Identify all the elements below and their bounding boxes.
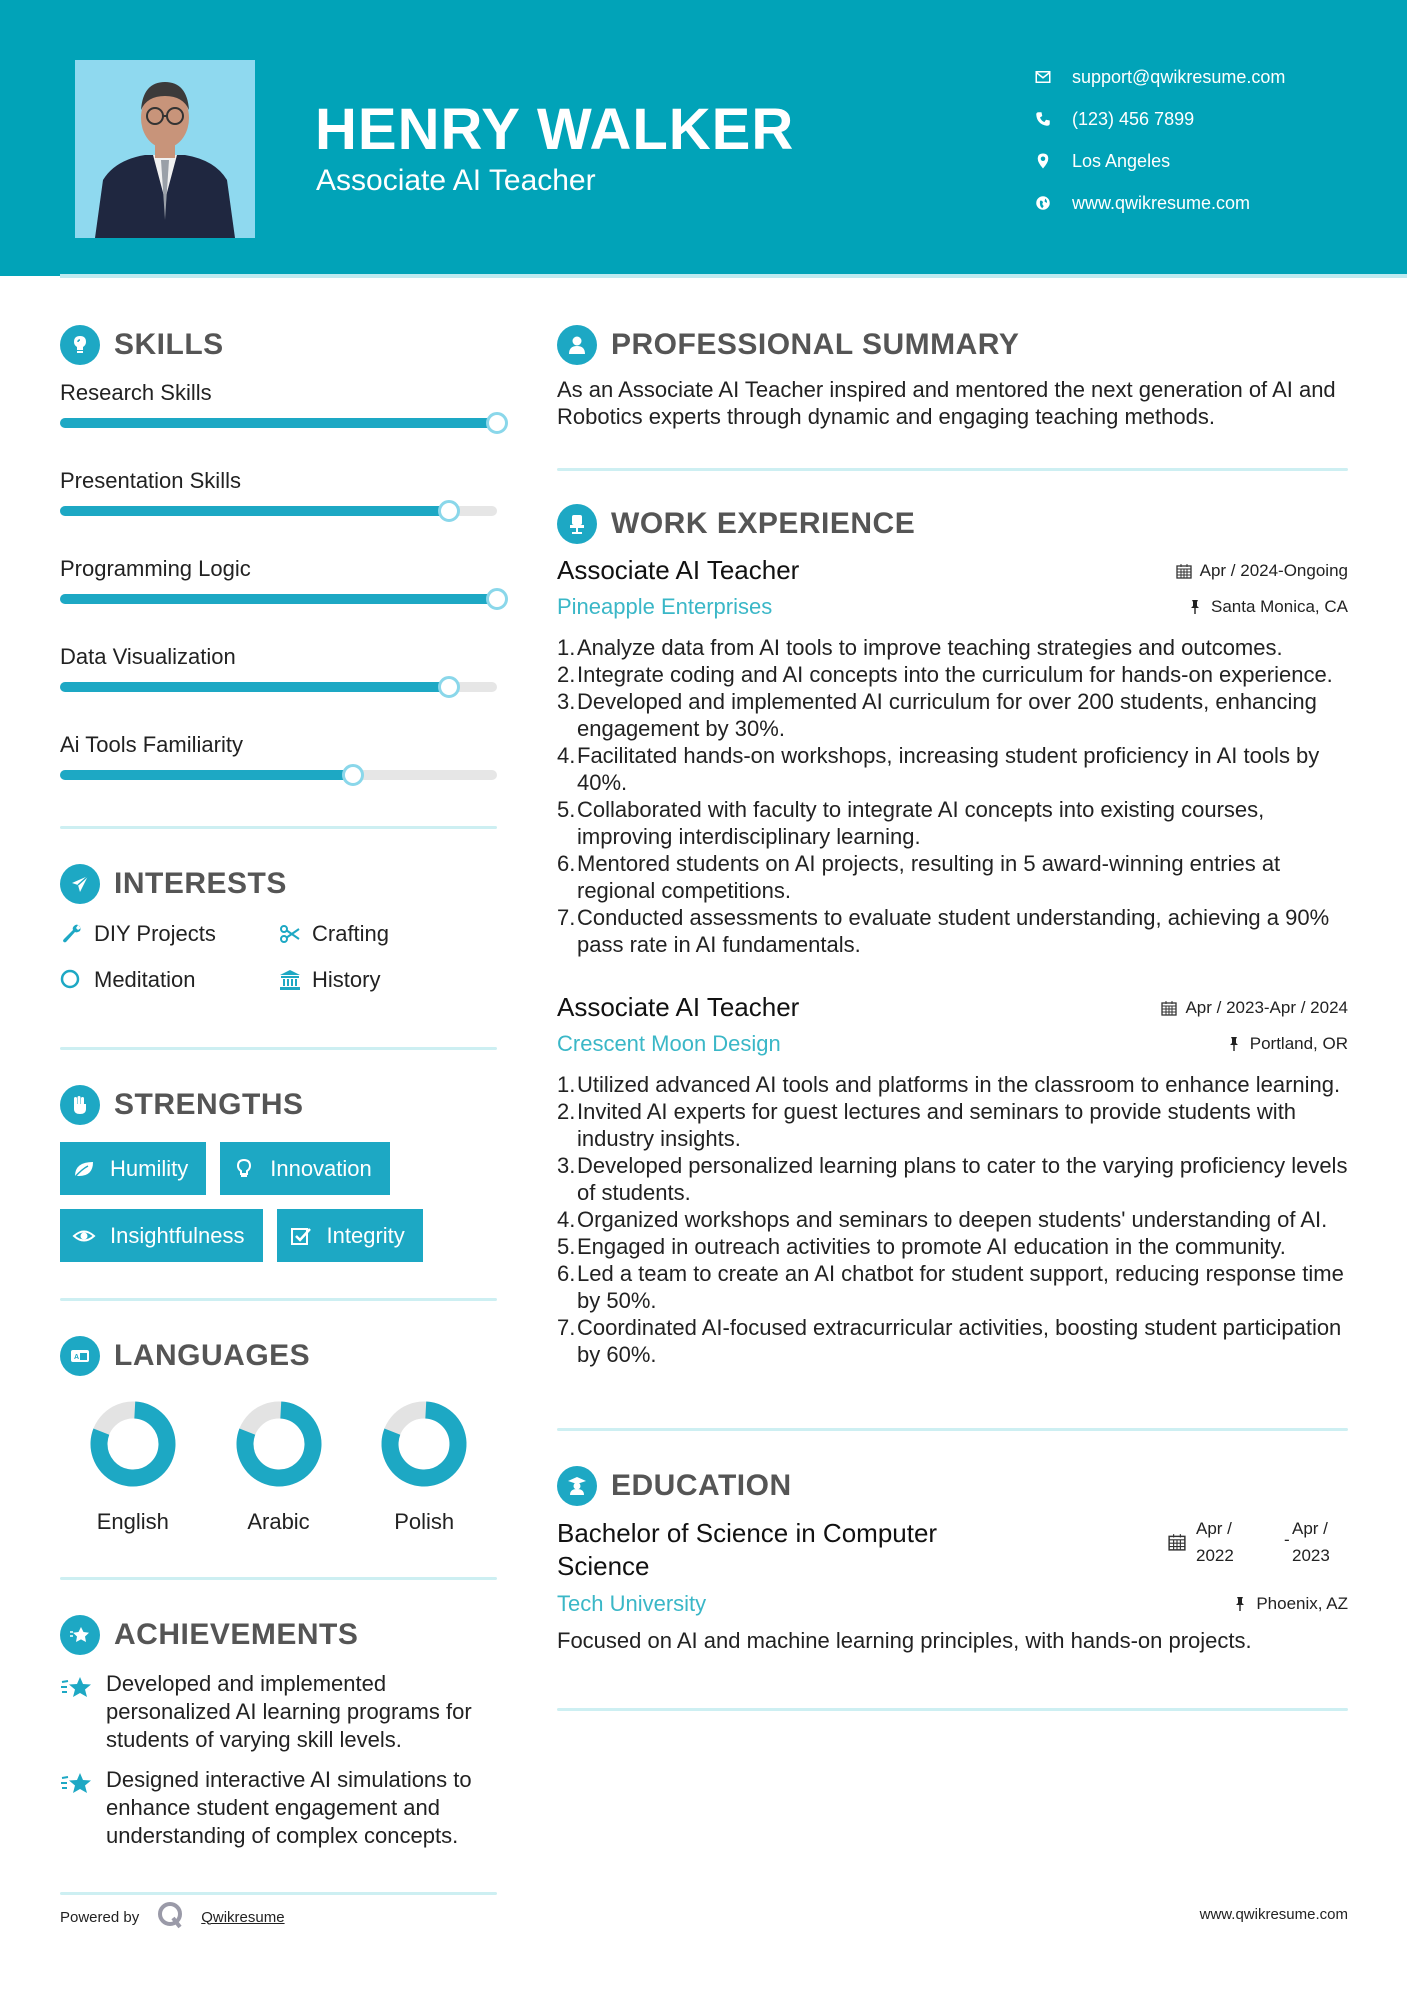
section-divider xyxy=(60,1577,497,1580)
section-divider xyxy=(60,1892,497,1895)
strength-tag xyxy=(277,1209,423,1262)
bullet-item: 1. Utilized advanced AI tools and platforms in the classroom to enhance learning. xyxy=(557,1072,1341,1097)
skill-bar xyxy=(60,770,497,780)
job-subheader xyxy=(557,594,1348,620)
office-chair-icon xyxy=(557,504,597,544)
bullet-item: 6. Led a team to create an AI chatbot for student support, reducing response time by 50%. xyxy=(557,1261,1344,1313)
interest-label: Meditation xyxy=(94,967,196,992)
summary-title: PROFESSIONAL SUMMARY xyxy=(611,328,1020,361)
skill-bar-knob xyxy=(342,764,364,786)
skill-bar-knob xyxy=(486,412,508,434)
achievements-heading xyxy=(60,1610,497,1660)
contact-location-text: Los Angeles xyxy=(1072,150,1171,171)
interest-item xyxy=(278,917,496,951)
job-location xyxy=(1226,1034,1348,1054)
bullet-item: 4. Organized workshops and seminars to deepen students' understanding of AI. xyxy=(557,1207,1328,1232)
candidate-name: HENRY WALKER xyxy=(315,97,795,162)
bullet-item: 7. Coordinated AI-focused extracurricular activities, boosting student participation by 60%. xyxy=(557,1315,1342,1367)
section-divider xyxy=(557,1428,1348,1431)
contact-phone-text: (123) 456 7899 xyxy=(1072,108,1195,129)
map-marker-icon xyxy=(1034,152,1072,170)
language-name: Arabic xyxy=(247,1509,310,1534)
education-subheader xyxy=(557,1591,1348,1617)
experience-heading xyxy=(557,499,1348,549)
strength-tag xyxy=(60,1209,263,1262)
education-end-year: 2023 xyxy=(1292,1546,1330,1565)
skill-bar-knob xyxy=(486,588,508,610)
achievements-title: ACHIEVEMENTS xyxy=(114,1618,359,1651)
summary-text: As an Associate AI Teacher inspired and mentored the next generation of AI and Robotics experts through dynamic and engaging teaching methods. xyxy=(557,377,1336,429)
interest-item xyxy=(60,917,278,951)
achievement-text: Designed interactive AI simulations to enhance student engagement and understanding of complex concepts. xyxy=(106,1767,472,1848)
education-start-month: Apr / xyxy=(1196,1519,1232,1538)
achievement-item xyxy=(60,1766,497,1850)
bullet-item: 1. Analyze data from AI tools to improve teaching strategies and outcomes. xyxy=(557,635,1283,660)
bullet-item: 6. Mentored students on AI projects, resulting in 5 award-winning entries at regional competitions. xyxy=(557,851,1281,903)
eye-icon xyxy=(72,1224,96,1248)
job-dates-text: Apr / 2024-Ongoing xyxy=(1199,560,1348,580)
bullet-item: 7. Conducted assessments to evaluate student understanding, achieving a 90% pass rate in AI fundamentals. xyxy=(557,905,1330,957)
star-speed-icon xyxy=(60,1766,106,1850)
strengths-list xyxy=(60,1142,497,1262)
job-bullets xyxy=(557,634,1348,958)
contact-website-text: www.qwikresume.com xyxy=(1072,192,1251,213)
achievement-item xyxy=(60,1670,497,1754)
summary-heading xyxy=(557,320,1348,370)
skills-title: SKILLS xyxy=(114,328,224,361)
left-column xyxy=(60,320,497,1895)
education-title: EDUCATION xyxy=(611,1469,792,1502)
education-location-text: Phoenix, AZ xyxy=(1256,1594,1348,1613)
achievements-list xyxy=(60,1670,497,1850)
bank-icon xyxy=(278,968,312,992)
skill-bar-knob xyxy=(438,676,460,698)
bullet-item: 2. Integrate coding and AI concepts into the curriculum for hands-on experience. xyxy=(557,662,1333,687)
skill-bar xyxy=(60,594,497,604)
qwikresume-link[interactable]: Qwikresume xyxy=(201,1908,285,1926)
star-speed-icon xyxy=(60,1670,106,1754)
interest-item xyxy=(278,963,496,997)
powered-by xyxy=(60,1900,285,1934)
lightbulb-icon xyxy=(60,325,100,365)
interests-list xyxy=(60,917,497,997)
section-divider xyxy=(60,1298,497,1301)
pushpin-icon xyxy=(1187,599,1203,615)
strengths-title: STRENGTHS xyxy=(114,1088,304,1121)
job-dates xyxy=(1176,561,1348,581)
contact-location xyxy=(1034,140,1285,182)
skill-item xyxy=(60,548,497,604)
strength-label: Integrity xyxy=(326,1222,405,1248)
job-title: Associate AI Teacher xyxy=(557,992,800,1022)
strength-label: Humility xyxy=(110,1155,189,1181)
strength-label: Innovation xyxy=(270,1155,372,1181)
user-icon xyxy=(557,325,597,365)
language-donut-chart xyxy=(236,1401,322,1487)
job-location xyxy=(1187,597,1348,617)
skill-bar xyxy=(60,506,497,516)
job-entry xyxy=(557,992,1348,1368)
achievement-text: Developed and implemented personalized AI learning programs for students of varying skill levels. xyxy=(106,1671,472,1752)
skill-bar-knob xyxy=(438,500,460,522)
profile-photo xyxy=(75,60,255,238)
company-name: Pineapple Enterprises xyxy=(557,594,773,619)
job-title: Associate AI Teacher xyxy=(557,555,800,585)
language-icon xyxy=(60,1336,100,1376)
strength-label: Insightfulness xyxy=(110,1222,245,1248)
degree-title: Bachelor of Science in Computer Science xyxy=(557,1518,938,1581)
interests-title: INTERESTS xyxy=(114,867,287,900)
skill-bar xyxy=(60,682,497,692)
skill-name: Ai Tools Familiarity xyxy=(60,732,243,757)
calendar-icon xyxy=(1176,563,1192,579)
graduate-icon xyxy=(557,1466,597,1506)
skill-item xyxy=(60,636,497,692)
languages-list xyxy=(60,1401,497,1535)
interest-label: DIY Projects xyxy=(94,921,216,946)
strength-tag xyxy=(60,1142,206,1195)
skills-list xyxy=(60,372,497,780)
languages-heading xyxy=(60,1331,497,1381)
skill-item xyxy=(60,724,497,780)
education-date-separator: - xyxy=(1284,1529,1290,1549)
job-location-text: Santa Monica, CA xyxy=(1210,597,1348,616)
lightbulb-outline-icon xyxy=(232,1157,256,1181)
bullet-item: 2. Invited AI experts for guest lectures and seminars to provide students with industry insights. xyxy=(557,1099,1297,1151)
job-header xyxy=(557,555,1348,586)
contact-phone[interactable] xyxy=(1034,98,1285,140)
job-entry xyxy=(557,555,1348,958)
language-item xyxy=(206,1401,352,1535)
education-location xyxy=(1232,1594,1348,1614)
header-divider xyxy=(60,274,1407,278)
pushpin-icon xyxy=(1226,1036,1242,1052)
language-item xyxy=(351,1401,497,1535)
svg-text:A: A xyxy=(74,1354,80,1361)
interest-item xyxy=(60,963,278,997)
skills-heading xyxy=(60,320,497,370)
envelope-icon xyxy=(1034,68,1072,86)
education-header xyxy=(557,1517,1348,1583)
powered-by-label: Powered by xyxy=(60,1908,140,1926)
globe-icon xyxy=(1034,194,1072,212)
skill-name: Research Skills xyxy=(60,380,212,405)
contact-email[interactable] xyxy=(1034,56,1285,98)
pushpin-icon xyxy=(1232,1596,1248,1612)
right-column xyxy=(557,320,1348,1711)
job-header xyxy=(557,992,1348,1023)
job-dates-text: Apr / 2023-Apr / 2024 xyxy=(1185,997,1348,1017)
candidate-title: Associate AI Teacher xyxy=(316,164,596,197)
experience-title: WORK EXPERIENCE xyxy=(611,507,916,540)
company-name: Crescent Moon Design xyxy=(557,1031,781,1056)
interests-heading xyxy=(60,859,497,909)
skill-name: Presentation Skills xyxy=(60,468,241,493)
bullet-item: 3. Developed and implemented AI curriculum for over 200 students, enhancing engagement by 30%. xyxy=(557,689,1317,741)
education-entry xyxy=(557,1517,1348,1654)
calendar-icon xyxy=(1161,1000,1177,1016)
bullet-item: 5. Engaged in outreach activities to promote AI education in the community. xyxy=(557,1234,1286,1259)
contact-website[interactable] xyxy=(1034,182,1285,224)
strength-tag xyxy=(220,1142,390,1195)
contact-email-text: support@qwikresume.com xyxy=(1072,66,1286,87)
language-item xyxy=(60,1401,206,1535)
scissors-icon xyxy=(278,922,312,946)
checkbox-icon xyxy=(289,1224,313,1248)
bullet-item: 3. Developed personalized learning plans to cater to the varying proficiency levels of students. xyxy=(557,1153,1348,1205)
section-divider xyxy=(60,826,497,829)
star-badge-icon xyxy=(60,1615,100,1655)
job-dates xyxy=(1161,998,1348,1018)
bullet-item: 4. Facilitated hands-on workshops, increasing student proficiency in AI tools by 40%. xyxy=(557,743,1320,795)
education-start-year: 2022 xyxy=(1196,1546,1234,1565)
wrench-icon xyxy=(60,922,94,946)
paper-plane-icon xyxy=(60,864,100,904)
leaf-icon xyxy=(72,1157,96,1181)
language-name: Polish xyxy=(394,1509,455,1534)
skill-bar xyxy=(60,418,497,428)
strengths-heading xyxy=(60,1080,497,1130)
language-donut-chart xyxy=(381,1401,467,1487)
skill-name: Programming Logic xyxy=(60,556,251,581)
section-divider xyxy=(557,1708,1348,1711)
languages-title: LANGUAGES xyxy=(114,1339,311,1372)
circle-icon xyxy=(60,968,94,992)
section-divider xyxy=(557,468,1348,471)
skill-item xyxy=(60,372,497,428)
education-dates xyxy=(1168,1515,1348,1569)
job-bullets xyxy=(557,1071,1348,1368)
bullet-item: 5. Collaborated with faculty to integrate AI concepts into existing courses, improving interdisciplinary learning. xyxy=(557,797,1265,849)
job-location-text: Portland, OR xyxy=(1249,1034,1348,1053)
skill-item xyxy=(60,460,497,516)
phone-icon xyxy=(1034,110,1072,128)
resume-header xyxy=(0,0,1407,276)
qwikresume-logo-icon xyxy=(155,1900,185,1934)
education-end-month: Apr / xyxy=(1292,1519,1328,1538)
footer-website[interactable]: www.qwikresume.com xyxy=(1199,1906,1348,1923)
job-subheader xyxy=(557,1031,1348,1057)
interest-label: History xyxy=(312,967,381,992)
school-name: Tech University xyxy=(557,1591,707,1616)
language-name: English xyxy=(96,1509,169,1534)
language-donut-chart xyxy=(90,1401,176,1487)
section-divider xyxy=(60,1047,497,1050)
skill-name: Data Visualization xyxy=(60,644,236,669)
education-description: Focused on AI and machine learning principles, with hands-on projects. xyxy=(557,1628,1252,1653)
interest-label: Crafting xyxy=(312,921,390,946)
education-heading xyxy=(557,1461,1348,1511)
calendar-icon xyxy=(1168,1533,1186,1551)
contact-list xyxy=(1034,56,1285,224)
fist-icon xyxy=(60,1085,100,1125)
